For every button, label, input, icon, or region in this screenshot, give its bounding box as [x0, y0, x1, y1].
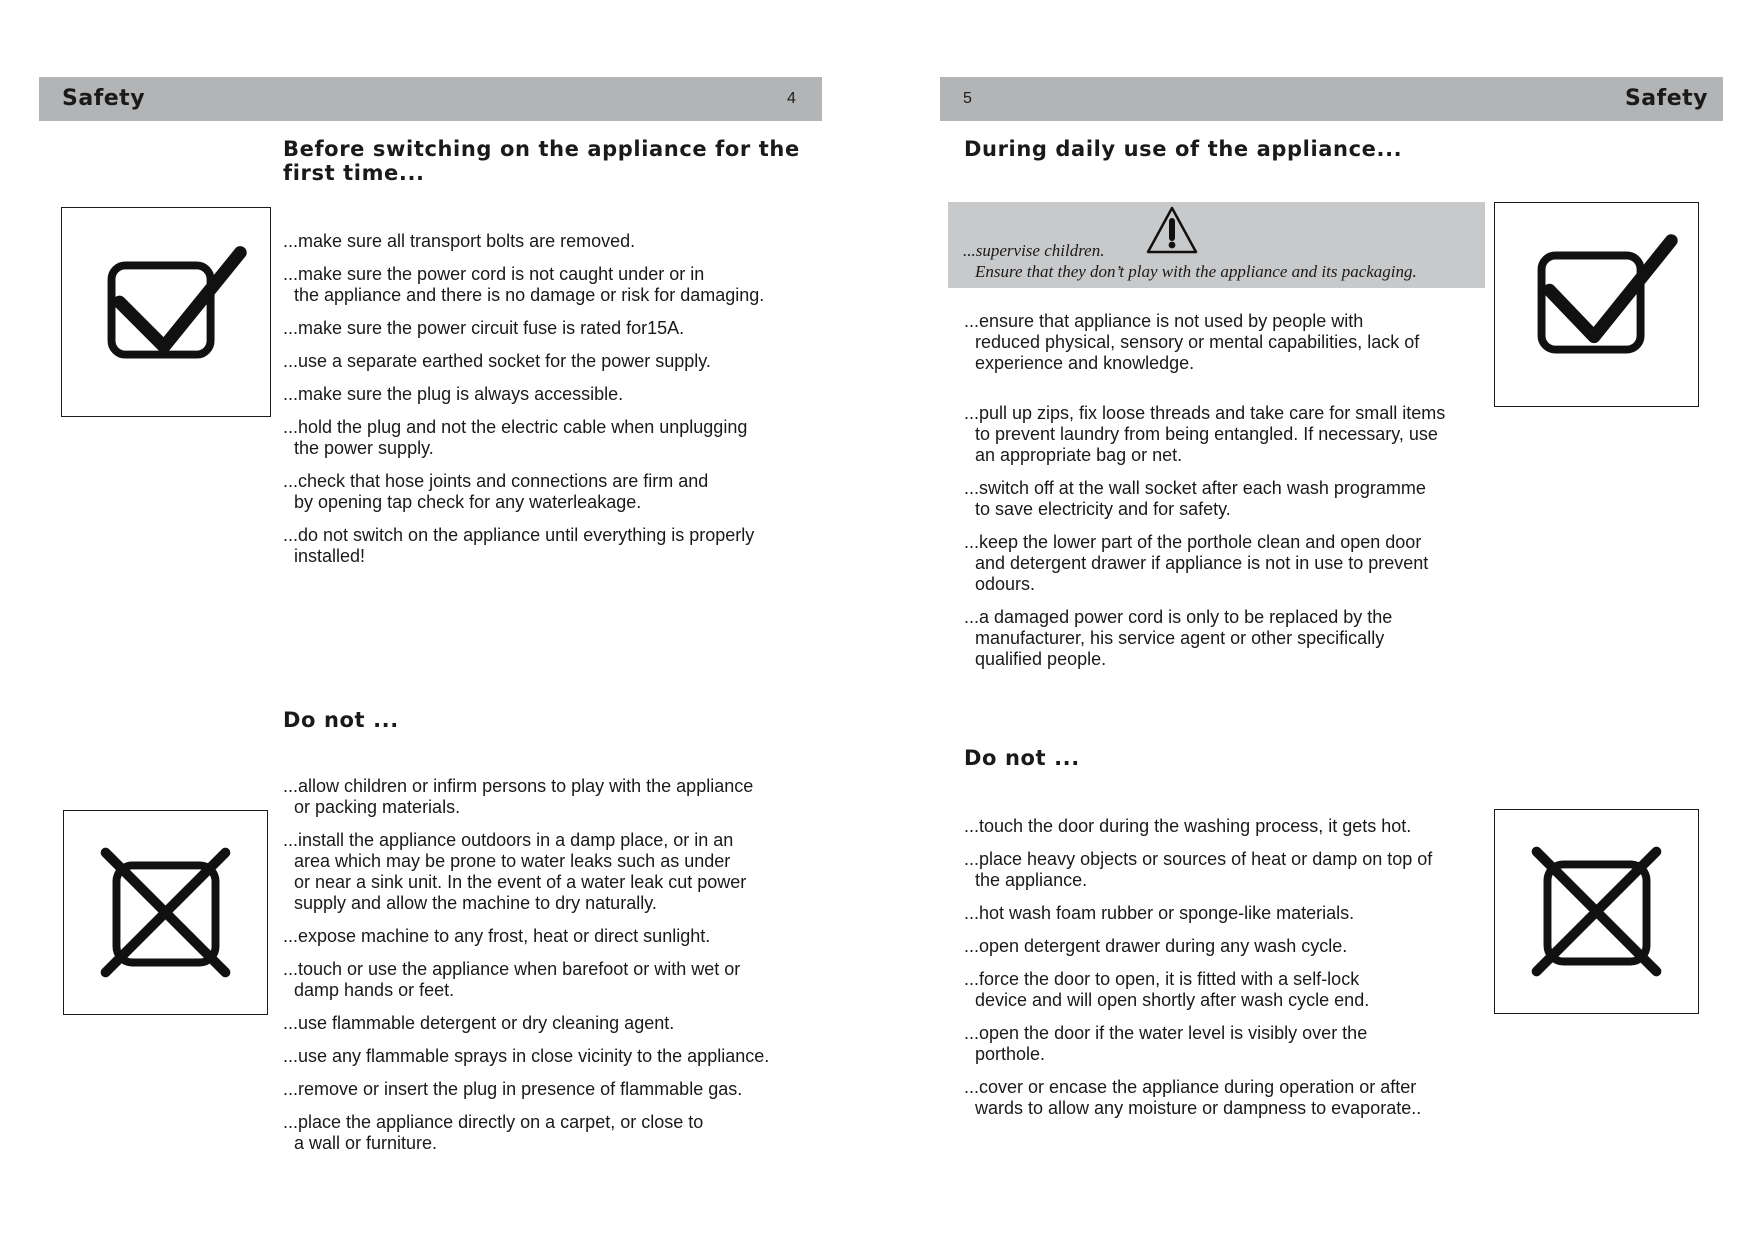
- list-item: ...open detergent drawer during any wash cycle.: [964, 936, 1348, 956]
- list-item: ...use any flammable sprays in close vicinity to the appliance.: [283, 1046, 770, 1066]
- list-item: ...place heavy objects or sources of heat or damp on top of the appliance.: [964, 849, 1433, 890]
- cross-icon: [63, 810, 268, 1015]
- list-item: ...check that hose joints and connections are firm and by opening tap check for any waterleakage.: [283, 471, 709, 512]
- cross-icon: [1494, 809, 1699, 1014]
- list-item: ...use a separate earthed socket for the power supply.: [283, 351, 711, 371]
- supervise-children-note: [948, 202, 1485, 288]
- checkmark-icon: [1494, 202, 1699, 407]
- header-bar: [940, 77, 1723, 121]
- warning-triangle-icon: [1146, 205, 1198, 255]
- list-item: ...make sure the power cord is not caught under or in the appliance and there is no damage or risk for damaging.: [283, 264, 765, 305]
- daily-use-list-a: [964, 311, 1484, 386]
- list-item: ...open the door if the water level is visibly over the porthole.: [964, 1023, 1368, 1064]
- list-item: ...do not switch on the appliance until everything is properly installed!: [283, 525, 755, 566]
- do-not-list: [964, 816, 1494, 1131]
- before-first-use-heading: Before switching on the appliance for the first time...: [283, 137, 800, 185]
- list-item: ...use flammable detergent or dry cleaning agent.: [283, 1013, 675, 1033]
- list-item: ...cover or encase the appliance during operation or after wards to allow any moisture or dampness to evaporate..: [964, 1077, 1422, 1118]
- list-item: ...keep the lower part of the porthole clean and open door and detergent drawer if appliance is not in use to prevent odours.: [964, 532, 1429, 594]
- list-item: ...remove or insert the plug in presence of flammable gas.: [283, 1079, 743, 1099]
- list-item: ...touch the door during the washing process, it gets hot.: [964, 816, 1412, 836]
- list-item: ...make sure the power circuit fuse is rated for15A.: [283, 318, 685, 338]
- daily-use-list-b: [964, 403, 1494, 682]
- list-item: ...place the appliance directly on a carpet, or close to a wall or furniture.: [283, 1112, 704, 1153]
- page-5: [878, 0, 1755, 1240]
- list-item: ...hold the plug and not the electric cable when unplugging the power supply.: [283, 417, 748, 458]
- do-not-list: [283, 776, 828, 1166]
- note-line-2: Ensure that they don’t play with the appliance and its packaging.: [975, 262, 1417, 281]
- list-item: ...make sure the plug is always accessible.: [283, 384, 624, 404]
- list-item: ...pull up zips, fix loose threads and take care for small items to prevent laundry from being entangled. If necessary, use an appropriate bag or net.: [964, 403, 1446, 465]
- do-not-heading: Do not ...: [964, 746, 1080, 770]
- header-bar: [39, 77, 822, 121]
- list-item: ...allow children or infirm persons to play with the appliance or packing materials.: [283, 776, 754, 817]
- list-item: ...hot wash foam rubber or sponge-like materials.: [964, 903, 1355, 923]
- list-item: ...touch or use the appliance when barefoot or with wet or damp hands or feet.: [283, 959, 741, 1000]
- page-4: [0, 0, 877, 1240]
- section-title: Safety: [1624, 86, 1708, 111]
- list-item: ...a damaged power cord is only to be replaced by the manufacturer, his service agent or other specifically qualified people.: [964, 607, 1393, 669]
- list-item: ...install the appliance outdoors in a damp place, or in an area which may be prone to water leaks such as under or near a sink unit. In the event of a water leak cut power supply and allow the machine to dry naturally.: [283, 830, 747, 913]
- checkmark-icon: [61, 207, 271, 417]
- daily-use-heading: During daily use of the appliance...: [964, 137, 1403, 161]
- page-number: 5: [963, 90, 972, 107]
- list-item: ...force the door to open, it is fitted with a self-lock device and will open shortly after wash cycle end.: [964, 969, 1370, 1010]
- page-number: 4: [787, 90, 796, 107]
- section-title: Safety: [62, 86, 146, 111]
- note-line-1: ...supervise children.: [963, 241, 1105, 260]
- list-item: ...ensure that appliance is not used by people with reduced physical, sensory or mental capabilities, lack of experience and knowledge.: [964, 311, 1420, 373]
- list-item: ...expose machine to any frost, heat or direct sunlight.: [283, 926, 711, 946]
- do-not-heading: Do not ...: [283, 708, 399, 732]
- list-item: ...switch off at the wall socket after each wash programme to save electricity and for safety.: [964, 478, 1426, 519]
- before-first-use-list: [283, 231, 823, 579]
- list-item: ...make sure all transport bolts are removed.: [283, 231, 636, 251]
